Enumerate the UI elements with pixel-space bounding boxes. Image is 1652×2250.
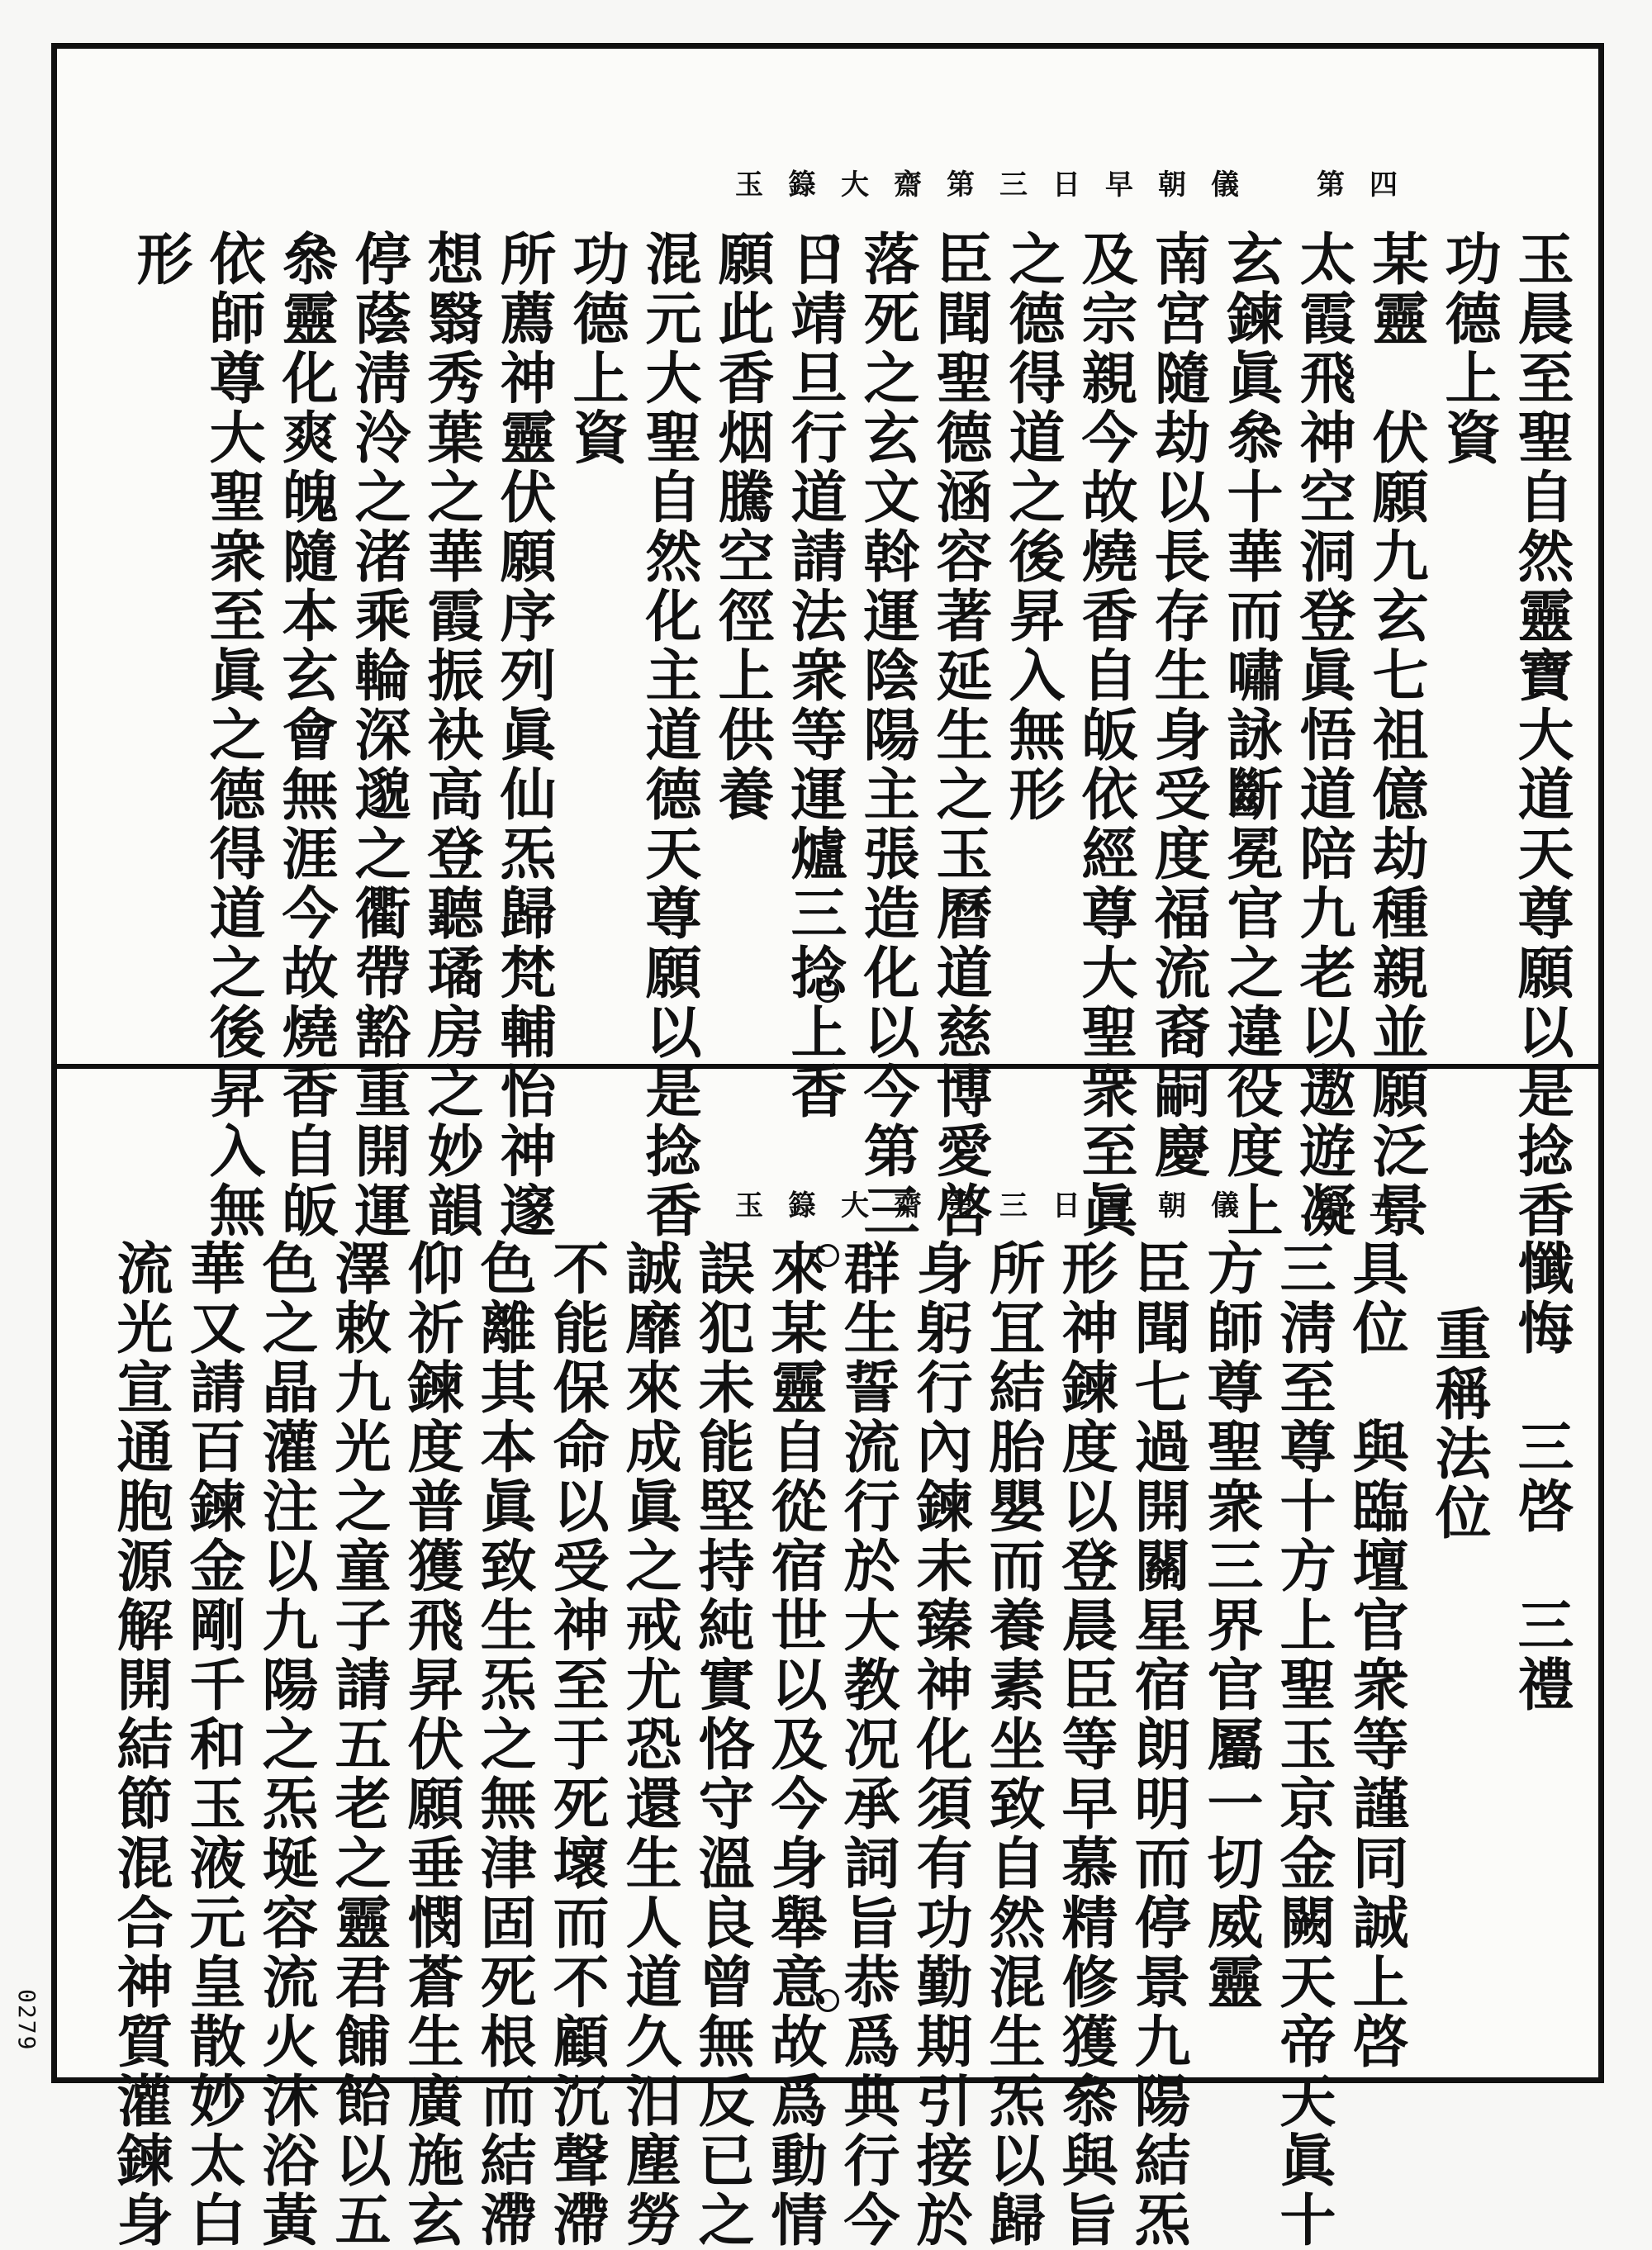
text-column: 太霞飛神空洞登眞悟道陪九老以遨遊凝 (1290, 230, 1356, 1241)
text-column: 功德上資 (1436, 230, 1502, 468)
text-column: 臣聞七過開關星宿朗明而停景九陽結炁 (1125, 1239, 1191, 2250)
text-column: 不能保命以受神至于死壞而不顧沉聲滯 (544, 1239, 610, 2250)
text-column: 玄鍊眞叅十華而嘯詠斷冕官之違役度上 (1218, 230, 1284, 1241)
text-column: 身躬行內鍊未臻神化須有功勤期引接於 (907, 1239, 973, 2250)
page-number: 0279 (13, 1989, 40, 2052)
lower-title-line: 懺悔 三啓 三禮 (1508, 1239, 1574, 1715)
text-column: 叅靈化爽魄隨本玄會無涯今故燒香自皈 (273, 230, 339, 1241)
text-column: 仰祈鍊度普獲飛昇伏願垂憫蒼生廣施玄 (398, 1239, 464, 2250)
text-column: 落死之玄文斡運陰陽主張造化以今第三 (854, 230, 920, 1241)
text-column: 群生誓流行於大教况承詞旨恭爲典行今 (834, 1239, 900, 2250)
text-column: 依師尊大聖衆至眞之德得道之後昇入無 (200, 230, 266, 1241)
text-column: 南宮隨劫以長存生身受度福流裔嗣慶 (1145, 230, 1211, 1181)
text-column: 三淸至尊十方上聖玉京金闕天帝天眞十 (1270, 1239, 1336, 2250)
circle-mark (816, 1989, 839, 2012)
text-column: 來某靈自從宿世以及今身舉意故爲動情 (762, 1239, 828, 2250)
text-column: 形神鍊度以登晨臣等早慕精修獲叅與旨 (1052, 1239, 1118, 2250)
circle-mark (816, 235, 839, 258)
text-column: 華又請百鍊金剛千和玉液元皇散妙太白 (180, 1239, 246, 2250)
text-column: 所冝結胎嬰而養素坐致自然混生炁以歸 (980, 1239, 1046, 2250)
text-column: 方師尊聖衆三界官屬一切威靈 (1198, 1239, 1264, 2012)
text-column: 功德上資 (563, 230, 629, 468)
text-column: 流光宣通胞源解開結節混合神質灌鍊身 (107, 1239, 173, 2250)
text-column: 所薦神靈伏願序列眞仙炁歸梵輔怡神邃 (491, 230, 557, 1241)
text-column: 形 (127, 230, 193, 289)
circle-mark (816, 1244, 839, 1267)
text-column: 及宗親今故燒香自皈依經尊大聖衆至眞 (1072, 230, 1138, 1241)
text-column: 日靖旦行道請法衆等運爐三捻上香 (781, 230, 847, 1122)
text-column: 具位 與臨壇官衆等謹同誠上啓 (1343, 1239, 1409, 2072)
text-column: 色之晶灌注以九陽之炁埏容流火沐浴黃 (253, 1239, 319, 2250)
circle-mark (816, 980, 839, 1003)
lower-subtitle: 重稱法位 (1426, 1305, 1492, 1543)
lower-running-header: 玉籙大齋第三日早朝儀 第五 (735, 1189, 1422, 1222)
text-column: 某靈 伏願九玄七祖億劫種親並願泛景 (1363, 230, 1429, 1241)
text-column: 混元大聖自然化主道德天尊願以是捻香 (636, 230, 702, 1241)
text-column: 澤敕九光之童子請五老之靈君餔飴以五 (325, 1239, 392, 2250)
text-column: 想翳秀葉之華霞振袂高登聽璚房之妙韻 (418, 230, 484, 1241)
text-column: 願此香烟騰空徑上供養 (709, 230, 775, 824)
upper-running-header: 玉籙大齋第三日早朝儀 第四 (735, 169, 1422, 202)
text-column: 誤犯未能堅持純實恪守溫良曾無反已之 (689, 1239, 755, 2250)
text-column: 停蔭淸泠之渚乘輪深邈之衢帶豁重開運 (345, 230, 411, 1241)
text-column: 玉晨至聖自然靈寶大道天尊願以是捻香 (1508, 230, 1574, 1241)
text-column: 色離其本眞致生炁之無津固死根而結滯 (471, 1239, 537, 2250)
text-column: 誠靡來成眞之戒尤恐還生人道久汨塵勞 (616, 1239, 682, 2250)
text-column: 之德得道之後昇入無形 (999, 230, 1066, 824)
text-column: 臣聞聖德涵容著延生之玉曆道慈博愛啓 (927, 230, 993, 1241)
